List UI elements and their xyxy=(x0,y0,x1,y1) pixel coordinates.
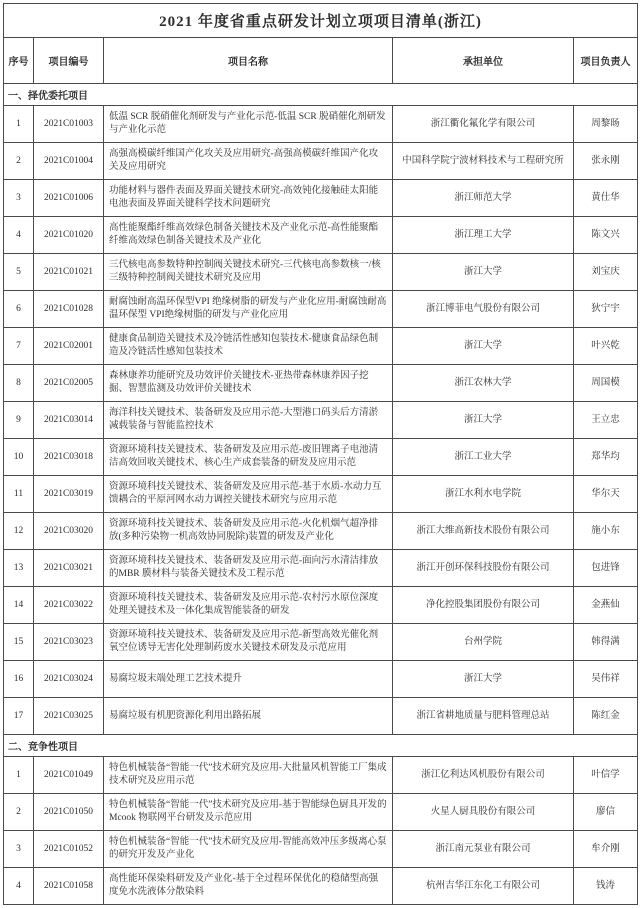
leader-cell: 包进锋 xyxy=(574,550,638,587)
leader-cell: 吴伟祥 xyxy=(574,661,638,698)
row-index-cell: 9 xyxy=(4,402,34,439)
document-title: 2021 年度省重点研发计划立项项目清单(浙江) xyxy=(4,4,638,38)
leader-cell: 廖信 xyxy=(574,794,638,831)
table-row xyxy=(4,439,638,476)
table-row xyxy=(4,328,638,365)
project-code-cell: 2021C03024 xyxy=(34,661,104,698)
project-name-cell: 高强高模碳纤维国产化攻关及应用研究-高强高模碳纤维国产化攻关及应用研究 xyxy=(104,143,393,180)
table-row xyxy=(4,698,638,735)
row-index-cell: 2 xyxy=(4,794,34,831)
project-name-cell: 易腐垃圾有机肥资源化利用出路拓展 xyxy=(104,698,393,735)
title-row xyxy=(4,4,638,38)
leader-cell: 狄宁宇 xyxy=(574,291,638,328)
project-list-table xyxy=(3,3,638,905)
unit-cell: 浙江大学 xyxy=(393,661,574,698)
unit-cell: 浙江省耕地质量与肥料管理总站 xyxy=(393,698,574,735)
unit-cell: 中国科学院宁波材料技术与工程研究所 xyxy=(393,143,574,180)
project-name-cell: 健康食品制造关键技术及冷链活性感知包装技术-健康食品绿色制造及冷链活性感知包装技术 xyxy=(104,328,393,365)
project-code-cell: 2021C01028 xyxy=(34,291,104,328)
leader-cell: 牟介刚 xyxy=(574,831,638,868)
project-name-cell: 高性能聚酯纤维高效绿色制备关键技术及产业化示范-高性能聚酯纤维高效绿色制备关键技术及产业化 xyxy=(104,217,393,254)
unit-cell: 浙江南元泵业有限公司 xyxy=(393,831,574,868)
project-name-cell: 资源环境科技关键技术、装备研发及应用示范-新型高效光催化剂氧空位诱导无害化处理制药废水关键技术研发及示范应用 xyxy=(104,624,393,661)
unit-cell: 浙江农林大学 xyxy=(393,365,574,402)
table-row xyxy=(4,513,638,550)
project-name-cell: 资源环境科技关键技术、装备研发及应用示范-废旧锂离子电池清洁高效回收关键技术、核心生产成套装备的研发及应用示范 xyxy=(104,439,393,476)
project-code-cell: 2021C01052 xyxy=(34,831,104,868)
project-code-cell: 2021C01049 xyxy=(34,757,104,794)
project-code-cell: 2021C03022 xyxy=(34,587,104,624)
table-row xyxy=(4,587,638,624)
unit-cell: 浙江衢化氟化学有限公司 xyxy=(393,106,574,143)
leader-cell: 华尔天 xyxy=(574,476,638,513)
row-index-cell: 1 xyxy=(4,757,34,794)
unit-cell: 浙江水利水电学院 xyxy=(393,476,574,513)
leader-cell: 施小东 xyxy=(574,513,638,550)
project-name-cell: 特色机械装备“智能一代”技术研究及应用-智能高效冲压多级离心泵的研究开发及产业化 xyxy=(104,831,393,868)
table-row xyxy=(4,831,638,868)
unit-cell: 杭州吉华江东化工有限公司 xyxy=(393,868,574,905)
row-index-cell: 10 xyxy=(4,439,34,476)
leader-cell: 周国模 xyxy=(574,365,638,402)
project-code-cell: 2021C03018 xyxy=(34,439,104,476)
leader-cell: 郑华均 xyxy=(574,439,638,476)
leader-cell: 韩得满 xyxy=(574,624,638,661)
project-name-cell: 三代核电高参数特种控制阀关键技术研究-三代核电高参数核一/核三级特种控制阀关键技术研究及应用 xyxy=(104,254,393,291)
section-heading: 一、择优委托项目 xyxy=(4,84,638,106)
unit-cell: 浙江亿利达风机股份有限公司 xyxy=(393,757,574,794)
leader-cell: 钱涛 xyxy=(574,868,638,905)
table-row xyxy=(4,794,638,831)
project-code-cell: 2021C01003 xyxy=(34,106,104,143)
project-code-cell: 2021C03025 xyxy=(34,698,104,735)
table-row xyxy=(4,254,638,291)
table-row xyxy=(4,757,638,794)
leader-cell: 陈文兴 xyxy=(574,217,638,254)
col-header-leader: 项目负责人 xyxy=(574,38,638,84)
unit-cell: 浙江理工大学 xyxy=(393,217,574,254)
project-name-cell: 森林康养功能研究及功效评价关键技术-亚热带森林康养因子挖掘、智慧监测及功效评价关键技术 xyxy=(104,365,393,402)
row-index-cell: 13 xyxy=(4,550,34,587)
project-code-cell: 2021C01004 xyxy=(34,143,104,180)
leader-cell: 刘宝庆 xyxy=(574,254,638,291)
leader-cell: 张永刚 xyxy=(574,143,638,180)
col-header-unit: 承担单位 xyxy=(393,38,574,84)
project-code-cell: 2021C02005 xyxy=(34,365,104,402)
unit-cell: 台州学院 xyxy=(393,624,574,661)
row-index-cell: 12 xyxy=(4,513,34,550)
row-index-cell: 8 xyxy=(4,365,34,402)
table-row xyxy=(4,550,638,587)
project-code-cell: 2021C02001 xyxy=(34,328,104,365)
unit-cell: 浙江大维高新技术股份有限公司 xyxy=(393,513,574,550)
project-name-cell: 资源环境科技关键技术、装备研发及应用示范-面向污水清洁排放的MBR 膜材料与装备关键技术及工程示范 xyxy=(104,550,393,587)
project-name-cell: 低温 SCR 脱硝催化剂研发与产业化示范-低温 SCR 脱硝催化剂研发与产业化示范 xyxy=(104,106,393,143)
project-code-cell: 2021C01058 xyxy=(34,868,104,905)
table-row xyxy=(4,106,638,143)
section-heading: 二、竞争性项目 xyxy=(4,735,638,757)
leader-cell: 周黎旸 xyxy=(574,106,638,143)
project-name-cell: 海洋科技关键技术、装备研发及应用示范-大型港口码头后方清淤减载装备与智能监控技术 xyxy=(104,402,393,439)
col-header-index: 序号 xyxy=(4,38,34,84)
project-name-cell: 特色机械装备“智能一代”技术研究及应用-基于智能绿色厨具开发的 Mcook 物联网平台研发及示范应用 xyxy=(104,794,393,831)
unit-cell: 浙江大学 xyxy=(393,402,574,439)
project-code-cell: 2021C01050 xyxy=(34,794,104,831)
project-code-cell: 2021C03019 xyxy=(34,476,104,513)
project-name-cell: 易腐垃圾末端处理工艺技术提升 xyxy=(104,661,393,698)
section-row xyxy=(4,84,638,106)
row-index-cell: 5 xyxy=(4,254,34,291)
table-row xyxy=(4,402,638,439)
table-row xyxy=(4,661,638,698)
project-name-cell: 资源环境科技关键技术、装备研发及应用示范-基于水质-水动力互馈耦合的平原河网水动力调控关键技术研究与应用示范 xyxy=(104,476,393,513)
unit-cell: 净化控股集团股份有限公司 xyxy=(393,587,574,624)
project-code-cell: 2021C01021 xyxy=(34,254,104,291)
leader-cell: 叶信学 xyxy=(574,757,638,794)
leader-cell: 黄仕华 xyxy=(574,180,638,217)
row-index-cell: 3 xyxy=(4,180,34,217)
project-name-cell: 功能材料与器件表面及界面关键技术研究-高效钝化接触硅太阳能电池表面及界面关键科学技术问题研究 xyxy=(104,180,393,217)
unit-cell: 火星人厨具股份有限公司 xyxy=(393,794,574,831)
row-index-cell: 4 xyxy=(4,868,34,905)
project-code-cell: 2021C03020 xyxy=(34,513,104,550)
unit-cell: 浙江师范大学 xyxy=(393,180,574,217)
leader-cell: 金燕仙 xyxy=(574,587,638,624)
row-index-cell: 3 xyxy=(4,831,34,868)
col-header-project-code: 项目编号 xyxy=(34,38,104,84)
table-row xyxy=(4,143,638,180)
project-code-cell: 2021C03014 xyxy=(34,402,104,439)
project-name-cell: 资源环境科技关键技术、装备研发及应用示范-火化机烟气超净排放(多种污染物一机高效协同脱除)装置的研发及产业化 xyxy=(104,513,393,550)
row-index-cell: 15 xyxy=(4,624,34,661)
leader-cell: 叶兴乾 xyxy=(574,328,638,365)
leader-cell: 陈红金 xyxy=(574,698,638,735)
row-index-cell: 17 xyxy=(4,698,34,735)
row-index-cell: 14 xyxy=(4,587,34,624)
table-row xyxy=(4,217,638,254)
row-index-cell: 1 xyxy=(4,106,34,143)
table-row xyxy=(4,180,638,217)
leader-cell: 王立忠 xyxy=(574,402,638,439)
table-header-row xyxy=(4,38,638,84)
project-name-cell: 高性能环保染料研发及产业化-基于全过程环保优化的稳储型高强度免水洗液体分散染料 xyxy=(104,868,393,905)
row-index-cell: 6 xyxy=(4,291,34,328)
row-index-cell: 4 xyxy=(4,217,34,254)
table-row xyxy=(4,624,638,661)
project-code-cell: 2021C03021 xyxy=(34,550,104,587)
unit-cell: 浙江工业大学 xyxy=(393,439,574,476)
section-row xyxy=(4,735,638,757)
table-row xyxy=(4,476,638,513)
col-header-project-name: 项目名称 xyxy=(104,38,393,84)
table-row xyxy=(4,291,638,328)
project-name-cell: 资源环境科技关键技术、装备研发及应用示范-农村污水原位深度处理关键技术及一体化集成智能装备的研发 xyxy=(104,587,393,624)
table-body xyxy=(4,84,638,905)
unit-cell: 浙江大学 xyxy=(393,328,574,365)
row-index-cell: 2 xyxy=(4,143,34,180)
unit-cell: 浙江博菲电气股份有限公司 xyxy=(393,291,574,328)
project-code-cell: 2021C01020 xyxy=(34,217,104,254)
project-code-cell: 2021C01006 xyxy=(34,180,104,217)
table-row xyxy=(4,365,638,402)
row-index-cell: 7 xyxy=(4,328,34,365)
unit-cell: 浙江大学 xyxy=(393,254,574,291)
row-index-cell: 16 xyxy=(4,661,34,698)
project-name-cell: 耐腐蚀耐高温环保型VPI 绝缘树脂的研发与产业化应用-耐腐蚀耐高温环保型 VPI绝缘树脂的研发与产业化应用 xyxy=(104,291,393,328)
row-index-cell: 11 xyxy=(4,476,34,513)
project-name-cell: 特色机械装备“智能一代”技术研究及应用-大批量风机智能工厂集成技术研究及应用示范 xyxy=(104,757,393,794)
table-row xyxy=(4,868,638,905)
project-code-cell: 2021C03023 xyxy=(34,624,104,661)
unit-cell: 浙江开创环保科技股份有限公司 xyxy=(393,550,574,587)
